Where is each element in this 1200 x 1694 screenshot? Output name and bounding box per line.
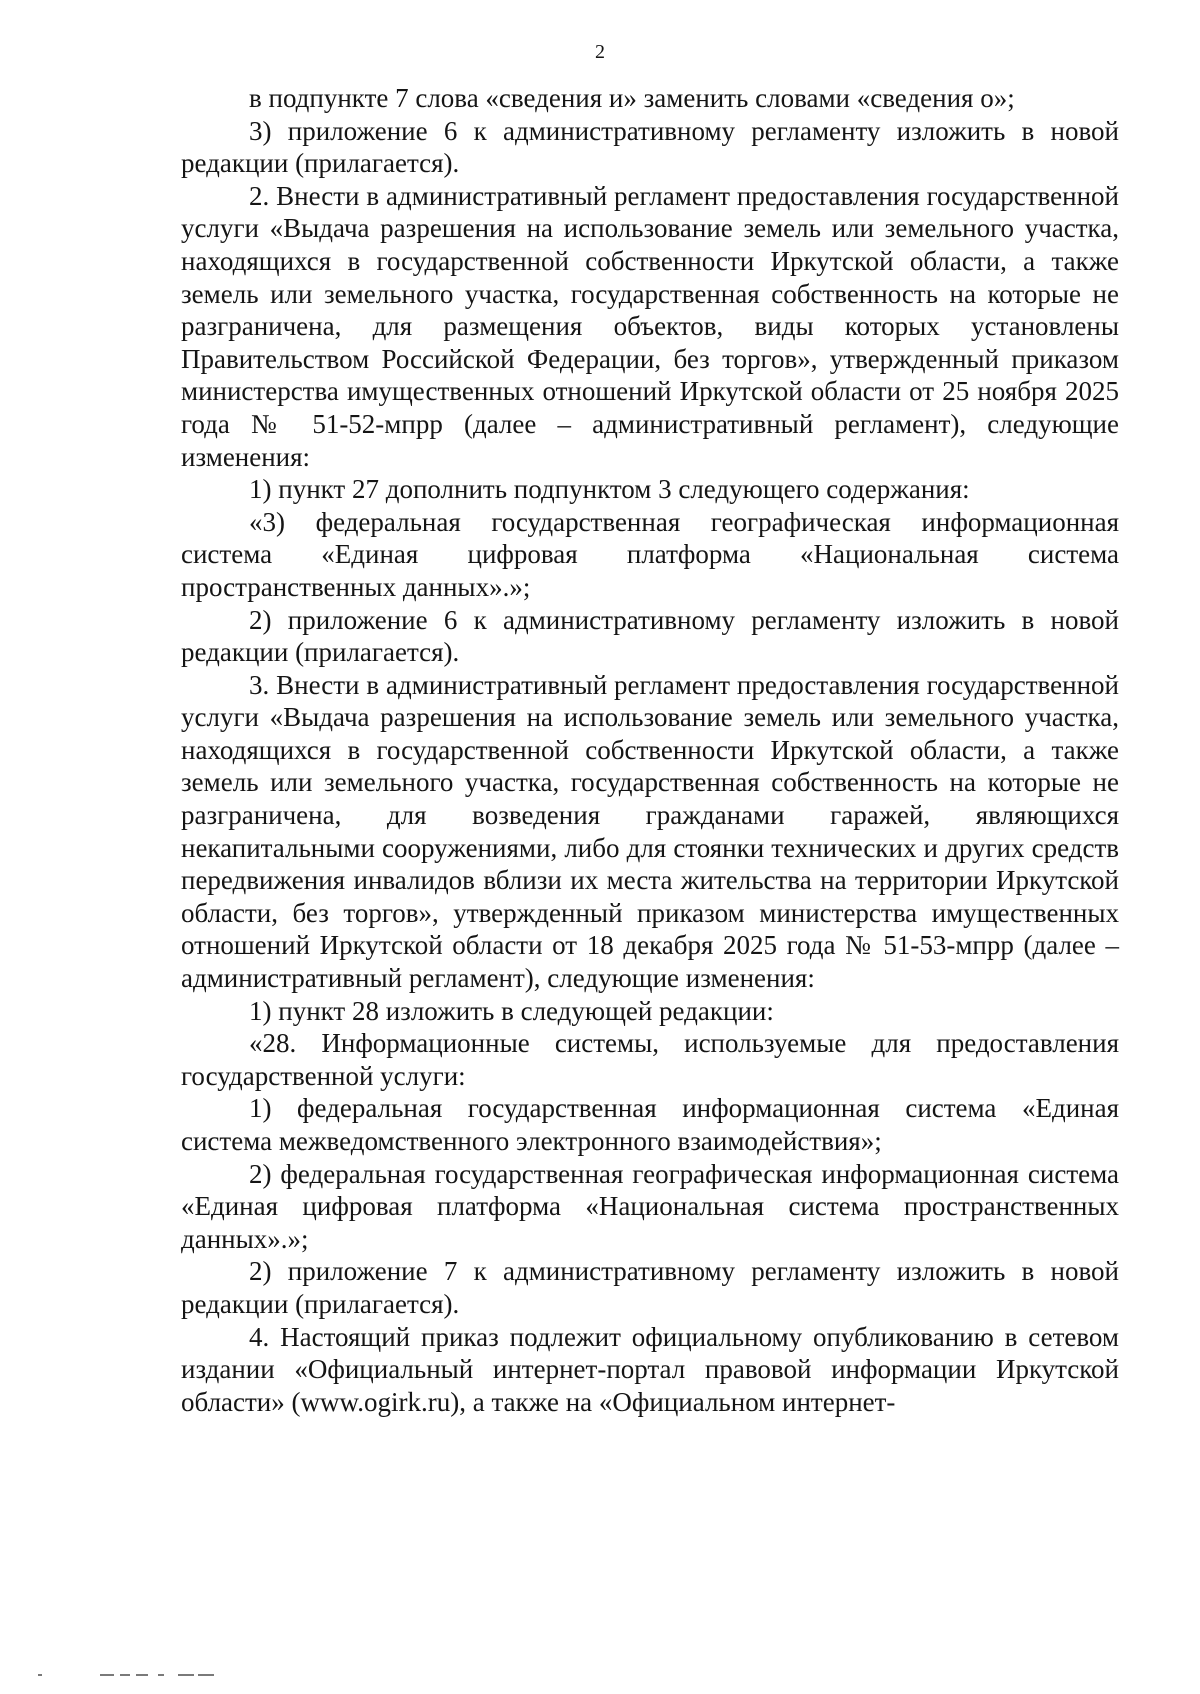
- paragraph-2: 3) приложение 6 к административному регламенту изложить в новой редакции (прилагается).: [181, 115, 1119, 179]
- page-number: 2: [595, 41, 605, 63]
- paragraph-13: 4. Настоящий приказ подлежит официальному опубликованию в сетевом издании «Официальный интернет-портал правовой информации Иркутской области» (www.ogirk.ru), а также на «Официальном интернет-: [181, 1321, 1119, 1417]
- paragraph-8: 1) пункт 28 изложить в следующей редакции:: [249, 995, 774, 1026]
- paragraph-6: 2) приложение 6 к административному регламенту изложить в новой редакции (прилагается).: [181, 604, 1119, 668]
- paragraph-4: 1) пункт 27 дополнить подпунктом 3 следующего содержания:: [249, 474, 970, 505]
- paragraph-11: 2) федеральная государственная географическая информационная система «Единая цифровая платформа «Национальная система пространственных данных».»;: [181, 1158, 1119, 1254]
- scan-artifact-marks: [38, 1674, 238, 1678]
- paragraph-7: 3. Внести в административный регламент предоставления государственной услуги «Выдача разрешения на использование земель или земельного участка, находящихся в государственной собственности Иркутской области, а также земель или земельного участка, государственная собственность на которые не разграничена, для возведения гражданами гаражей, являющихся некапитальными сооружениями, либо для стоянки технических и других средств передвижения инвалидов вблизи их места жительства на территории Иркутской области, без торгов», утвержденный приказом министерства имущественных отношений Иркутской области от 18 декабря 2025 года № 51-53-мпрр (далее – административный регламент), следующие изменения:: [181, 669, 1119, 994]
- paragraph-9: «28. Информационные системы, используемые для предоставления государственной услуги:: [181, 1028, 1119, 1091]
- paragraph-5: «3) федеральная государственная географическая информационная система «Единая цифровая платформа «Национальная система пространственных данных».»;: [181, 506, 1119, 602]
- document-body: [181, 82, 1119, 1418]
- paragraph-10: 1) федеральная государственная информационная система «Единая система межведомственного электронного взаимодействия»;: [181, 1093, 1119, 1156]
- paragraph-12: 2) приложение 7 к административному регламенту изложить в новой редакции (прилагается).: [181, 1256, 1119, 1319]
- paragraph-3: 2. Внести в административный регламент предоставления государственной услуги «Выдача разрешения на использование земель или земельного участка, находящихся в государственной собственности Иркутской области, а также земель или земельного участка, государственная собственность на которые не разграничена, для размещения объектов, виды которых установлены Правительством Российской Федерации, без торгов», утвержденный приказом министерства имущественных отношений Иркутской области от 25 ноября 2025 года № 51-52-мпрр (далее – административный регламент), следующие изменения:: [181, 180, 1119, 472]
- paragraph-1: в подпункте 7 слова «сведения и» заменить словами «сведения о»;: [249, 83, 1015, 113]
